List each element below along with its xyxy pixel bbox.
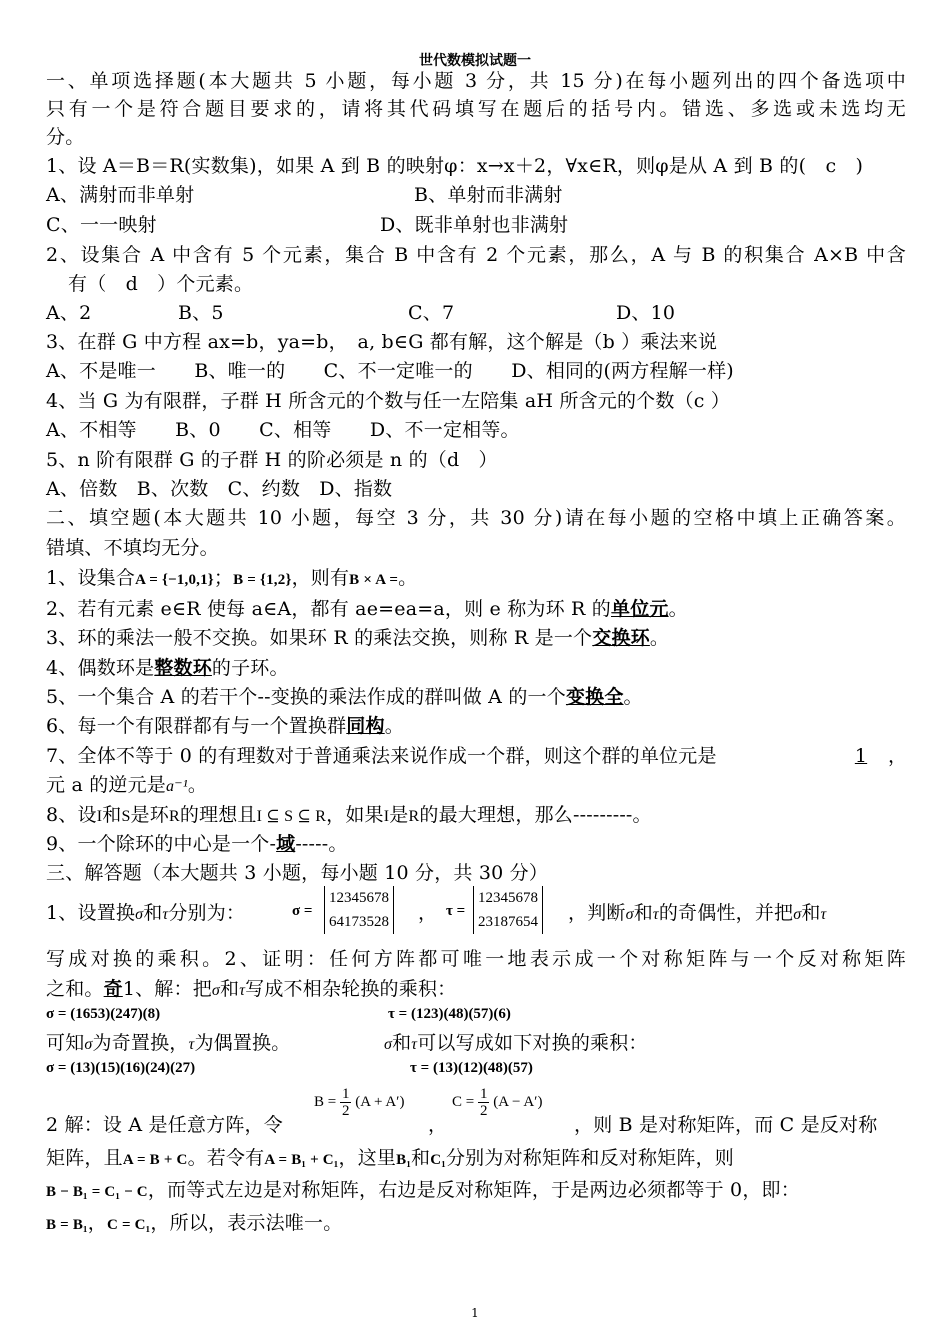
q2-option-b: B、5 xyxy=(178,302,224,324)
tau-cycles: τ = (123)(48)(57)(6) xyxy=(388,1006,511,1022)
problem-2-line1-start: 2 解：设 A 是任意方阵，令 xyxy=(46,1114,283,1136)
problem-1-tail: ，判断σ和τ的奇偶性，并把σ和τ xyxy=(568,902,827,924)
problem-2-line1-tail: ，则 B 是对称矩阵，而 C 是反对称 xyxy=(574,1114,878,1136)
page-title: 世代数模拟试题一 xyxy=(419,53,531,69)
fill-1: 1、设集合A = {−1,0,1}；B = {1,2}，则有B × A =。 xyxy=(46,567,418,589)
set-b-def: B = {1,2} xyxy=(233,572,292,588)
q1-option-b: B、单射而非满射 xyxy=(414,184,563,206)
q2-option-a: A、2 xyxy=(46,302,92,324)
question-1: 1、设 A＝B＝R(实数集)，如果 A 到 B 的映射φ：x→x＋2，∀x∈R，则φ是从 A 到 B 的( c ) xyxy=(46,155,864,177)
q1-option-c: C、一一映射 xyxy=(46,214,157,236)
sec1-header-line1: 一、单项选择题(本大题共 5 小题，每小题 3 分，共 15 分)在每小题列出的四个备选项中 xyxy=(46,70,906,92)
problem-1-line3: 之和。奇1、解：把σ和τ写成不相杂轮换的乘积： xyxy=(46,978,457,1000)
problem-2-line3: B − B₁ = C₁ − C，而等式左边是对称矩阵，右边是反对称矩阵，于是两边必须都等于 0，即： xyxy=(46,1179,800,1201)
question-3: 3、在群 G 中方程 ax=b，ya=b， a, b∈G 都有解，这个解是（b ）乘法来说 xyxy=(46,331,718,353)
sec1-header-line2: 只有一个是符合题目要求的，请将其代码填写在题后的括号内。错选、多选或未选均无 xyxy=(46,98,906,120)
sec3-header: 三、解答题（本大题共 3 小题，每小题 10 分，共 30 分） xyxy=(46,862,549,884)
fill-2: 2、若有元素 e∈R 使每 a∈A，都有 ae=ea=a，则 e 称为环 R 的单位元。 xyxy=(46,598,688,620)
problem-2-line4: B = B₁，C = C₁，所以，表示法唯一。 xyxy=(46,1212,343,1234)
document-page: 世代数模拟试题一 一、单项选择题(本大题共 5 小题，每小题 3 分，共 15 分)在每小题列出的四个备选项中 只有一个是符合题目要求的，请将其代码填写在题后的括号内。错选、多选或未选均无 分。 1、设 A＝B＝R(实数集)，如果 A 到 B 的映射φ：x→x＋2，∀x∈R，则φ是从 A 到 B 的( c ) A、满射而非单射 B、单射而非满射 C、一一映射 D、既非单射也非满射 2、设集合 A 中含有 5 个元素，集合 B 中含有 2 个元素，那么，A 与 B 的积集合 A×B 中含 有（ d ）个元素。 A、2 B、5 C、7 D、10 3、在群 G 中方程 ax=b，ya=b， a, b∈G 都有解，这个解是（b ）乘法来说 A、不是唯一 B、唯一的 C、不一定唯一的 D、相同的(两方程解一样) 4、当 G 为有限群，子群 H 所含元的个数与任一左陪集 aH 所含元的个数（c ） A、不相等 B、0 C、相等 D、不一定相等。 5、n 阶有限群 G 的子群 H 的阶必须是 n 的（d ） A、倍数 B、次数 C、约数 D、指数 二、填空题(本大题共 10 小题，每空 3 分，共 30 分)请在每小题的空格中填上正确答案。 错填、不填均无分。 1、设集合A = {−1,0,1}；B = {1,2}，则有B × A =。 2、若有元素 e∈R 使每 a∈A，都有 ae=ea=a，则 e 称为环 R 的单位元。 3、环的乘法一般不交换。如果环 R 的乘法交换，则称 R 是一个交换环。 4、偶数环是整数环的子环。 5、一个集合 A 的若干个--变换的乘法作成的群叫做 A 的一个变换全。 6、每一个有限群都有与一个置换群同构。 7、全体不等于 0 的有理数对于普通乘法来说作成一个群，则这个群的单位元是 1 ， 元 a 的逆元是a⁻¹。 8、设I和S是环R的理想且I ⊆ S ⊆ R，如果I是R的最大理想，那么---------。 9、一个除环的中心是一个-域-----。 三、解答题（本大题共 3 小题，每小题 10 分，共 30 分） 1、设置换σ和τ分别为： σ = 12345678 64173528 ， τ = 12345678 23187654 ，判断σ和τ的奇偶性，并把σ和τ 写成对换的乘积。2、证明：任何方阵都可唯一地表示成一个对称矩阵与一个反对称矩阵 之和。奇1、解：把σ和τ写成不相杂轮换的乘积： σ = (1653)(247)(8) τ = (123)(48)(57)(6) 可知σ为奇置换，τ为偶置换。 σ和τ可以写成如下对换的乘积： σ = (13)(15)(16)(24)(27) τ = (13)(12)(48)(57) 2 解：设 A 是任意方阵，令 B = $\frac{1}{2}$ (A + A′) ， C = $\frac{1}{2}$ (A − A′) ，则 B 是对称矩阵，而 C 是反对称 矩阵，且A = B + C。若令有A = B₁ + C₁，这里B₁和C₁分别为对称矩阵和反对称矩阵，则 B − B₁ = C₁ − C，而等式左边是对称矩阵，右边是反对称矩阵，于是两边必须都等于 0，即： B = B₁，C = C₁，所以，表示法唯一。 1 xyxy=(0,0,950,1344)
b-definition: B = $\frac{1}{2}$ (A + A′) xyxy=(314,1086,405,1119)
question-5: 5、n 阶有限群 G 的子群 H 的阶必须是 n 的（d ） xyxy=(46,449,498,471)
inverse-element: a⁻¹ xyxy=(166,778,188,795)
question-2-line1: 2、设集合 A 中含有 5 个元素，集合 B 中含有 2 个元素，那么，A 与 B 的积集合 A×B 中含 xyxy=(46,244,906,266)
answer-integer-ring: 整数环 xyxy=(154,657,212,679)
fill-4: 4、偶数环是整数环的子环。 xyxy=(46,657,289,679)
sec2-header-line1: 二、填空题(本大题共 10 小题，每空 3 分，共 30 分)请在每小题的空格中填上正确答案。 xyxy=(46,507,906,529)
fill-7-line1: 7、全体不等于 0 的有理数对于普通乘法来说作成一个群，则这个群的单位元是 1 ， xyxy=(46,745,908,767)
problem-2-line2: 矩阵，且A = B + C。若令有A = B₁ + C₁，这里B₁和C₁分别为对称矩阵和反对称矩阵，则 xyxy=(46,1147,734,1169)
answer-odd: 奇 xyxy=(103,978,123,1000)
q2-option-c: C、7 xyxy=(408,302,455,324)
answer-unit-element: 单位元 xyxy=(611,598,669,620)
answer-field: 域 xyxy=(276,833,296,855)
fill-3: 3、环的乘法一般不交换。如果环 R 的乘法交换，则称 R 是一个交换环。 xyxy=(46,627,670,649)
sigma-cycles: σ = (1653)(247)(8) xyxy=(46,1006,161,1022)
sec1-header-line3: 分。 xyxy=(46,126,85,148)
q2-option-d: D、10 xyxy=(616,302,676,324)
question-4: 4、当 G 为有限群，子群 H 所含元的个数与任一左陪集 aH 所含元的个数（c ） xyxy=(46,390,731,412)
product-set: B × A = xyxy=(349,572,399,588)
question-2-line2: 有（ d ）个元素。 xyxy=(68,273,254,295)
q4-options: A、不相等 B、0 C、相等 D、不一定相等。 xyxy=(46,419,520,441)
sigma-label: σ = xyxy=(292,903,313,919)
tau-transpositions: τ = (13)(12)(48)(57) xyxy=(410,1060,533,1076)
q1-option-d: D、既非单射也非满射 xyxy=(380,214,569,236)
fill-9: 9、一个除环的中心是一个-域-----。 xyxy=(46,833,348,855)
problem-1-parity: 可知σ为奇置换，τ为偶置换。 xyxy=(46,1032,291,1054)
sigma-matrix: 12345678 64173528 xyxy=(324,886,394,934)
problem-1-line2: 写成对换的乘积。2、证明：任何方阵都可唯一地表示成一个对称矩阵与一个反对称矩阵 xyxy=(46,948,906,970)
set-a-def: A = {−1,0,1} xyxy=(135,572,214,588)
q3-options: A、不是唯一 B、唯一的 C、不一定唯一的 D、相同的(两方程解一样) xyxy=(46,360,734,382)
fill-6: 6、每一个有限群都有与一个置换群同构。 xyxy=(46,715,404,737)
problem-1-line1: 1、设置换σ和τ分别为： xyxy=(46,902,246,924)
sec2-header-line2: 错填、不填均无分。 xyxy=(46,537,219,559)
tau-matrix: 12345678 23187654 xyxy=(473,886,543,934)
problem-1-transposition-text: σ和τ可以写成如下对换的乘积： xyxy=(384,1032,648,1054)
q1-option-a: A、满射而非单射 xyxy=(46,184,195,206)
answer-identity: 1 xyxy=(854,745,868,767)
q5-options: A、倍数 B、次数 C、约数 D、指数 xyxy=(46,478,393,500)
fill-5: 5、一个集合 A 的若干个--变换的乘法作成的群叫做 A 的一个变换全。 xyxy=(46,686,643,708)
page-number: 1 xyxy=(471,1306,479,1320)
answer-transformation-group: 变换全 xyxy=(565,686,624,708)
fill-7-line2: 元 a 的逆元是a⁻¹。 xyxy=(46,774,208,796)
c-definition: C = $\frac{1}{2}$ (A − A′) xyxy=(452,1086,543,1119)
answer-isomorphic: 同构 xyxy=(346,715,385,737)
sigma-transpositions: σ = (13)(15)(16)(24)(27) xyxy=(46,1060,196,1076)
tau-label: τ = xyxy=(446,903,466,919)
ideal-inclusion: I ⊆ S ⊆ R xyxy=(256,808,327,825)
fill-8: 8、设I和S是环R的理想且I ⊆ S ⊆ R，如果I是R的最大理想，那么---------。 xyxy=(46,804,652,826)
answer-commutative-ring: 交换环 xyxy=(592,627,650,649)
